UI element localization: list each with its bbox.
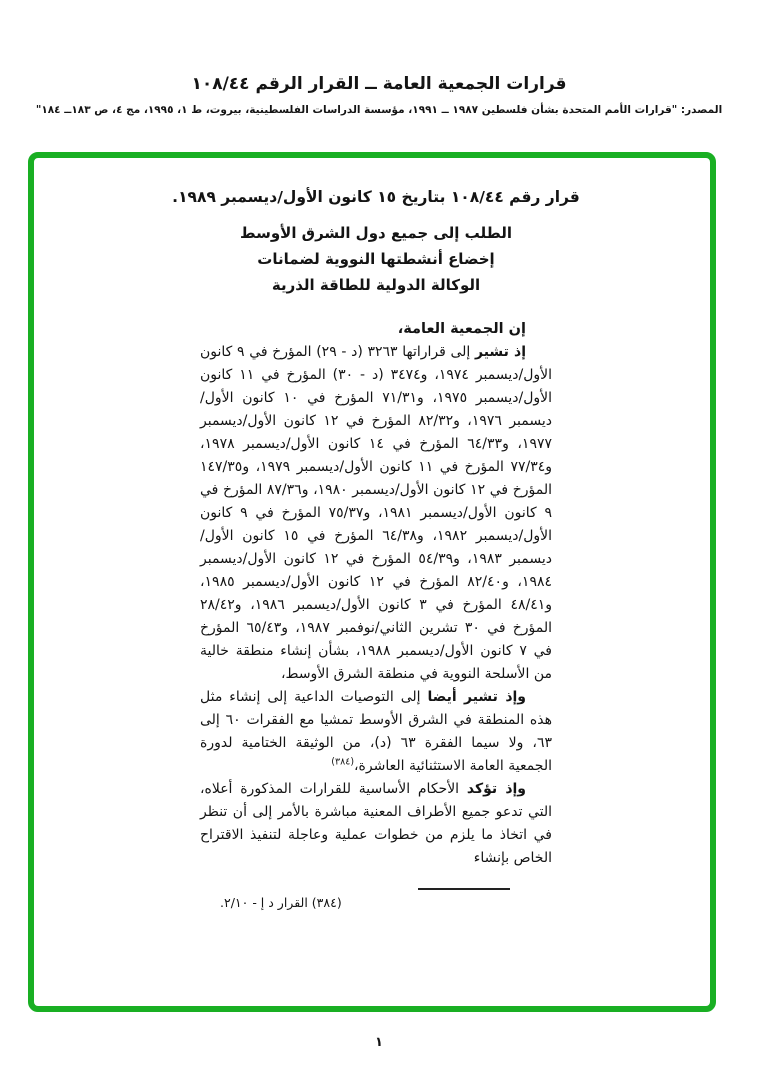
paragraph-text: إلى التوصيات الداعية إلى إنشاء مثل هذه المنطقة في الشرق الأوسط تمشيا مع الفقرات ٦٠ إلى ٦٣، ولا سيما الفقرة ٦٣ (د)، من الوثيقة الختامية لدورة الجمعية العامة الاستثنائية العاشرة، bbox=[200, 689, 553, 774]
header-source-line: المصدر: "قرارات الأمم المتحدة بشأن فلسطين ١٩٨٧ ــ ١٩٩١، مؤسسة الدراسات الفلسطينية، بيروت، ط ١، ١٩٩٥، مج ٤، ص ١٨٣ــ ١٨٤" bbox=[35, 104, 723, 116]
header-title: قرارات الجمعية العامة ــ القرار الرقم ١٠٨/٤٤ bbox=[191, 74, 567, 94]
green-document-frame bbox=[28, 152, 716, 1012]
preambular-paragraph-1 bbox=[200, 341, 552, 686]
subtitle-line-1: الطلب إلى جميع دول الشرق الأوسط bbox=[240, 224, 512, 242]
paragraph-lead: وإذ تؤكد bbox=[466, 781, 527, 797]
footnote-separator-rule bbox=[418, 888, 510, 890]
preambular-paragraph-3 bbox=[200, 778, 552, 870]
subtitle-line-3: الوكالة الدولية للطاقة الذرية bbox=[271, 276, 481, 294]
paragraph-lead: وإذ تشير أيضا bbox=[427, 689, 527, 705]
subtitle-line-2: إخضاع أنشطتها النووية لضمانات bbox=[257, 250, 495, 268]
paragraph-lead: إذ تشير bbox=[474, 344, 526, 360]
resolution-subtitle bbox=[200, 220, 552, 298]
footnote-block bbox=[200, 888, 552, 910]
footnote-text: (٣٨٤) القرار د إ - ٢/١٠. bbox=[220, 895, 342, 910]
footnote-reference: (٣٨٤) bbox=[331, 756, 355, 768]
resolution-title: قرار رقم ١٠٨/٤٤ بتاريخ ١٥ كانون الأول/ديسمبر ١٩٨٩. bbox=[172, 188, 580, 206]
paragraph-text: الأحكام الأساسية للقرارات المذكورة أعلاه، التي تدعو جميع الأطراف المعنية مباشرة بالأمر إلى أن تنظر في اتخاذ ما يلزم من خطوات عملية وعاجلة لتنفيذ الاقتراح الخاص بإنشاء bbox=[200, 781, 552, 866]
resolution-body bbox=[172, 188, 580, 910]
page-header bbox=[0, 74, 758, 116]
preambular-paragraph-2 bbox=[200, 686, 552, 778]
page-number: ١ bbox=[375, 1035, 383, 1050]
paragraph-text: إلى قراراتها ٣٢٦٣ (د - ٢٩) المؤرخ في ٩ كانون الأول/ديسمبر ١٩٧٤، و٣٤٧٤ (د - ٣٠) المؤرخ في ١١ كانون الأول/ديسمبر ١٩٧٥، و٧١/٣١ المؤرخ في ١٠ كانون الأول/ديسمبر ١٩٧٦، و٨٢/٣٢ المؤرخ في ١٢ كانون الأول/ديسمبر ١٩٧٧، و٦٤/٣٣ المؤرخ في ١٤ كانون الأول/ديسمبر ١٩٧٨، و٧٧/٣٤ المؤرخ في ١١ كانون الأول/ديسمبر ١٩٧٩، و١٤٧/٣٥ المؤرخ في ١٢ كانون الأول/ديسمبر ١٩٨٠، و٨٧/٣٦ المؤرخ في ٩ كانون الأول/ديسمبر ١٩٨١، و٧٥/٣٧ المؤرخ في ٩ كانون الأول/ديسمبر ١٩٨٢، و٦٤/٣٨ المؤرخ في ١٥ كانون الأول/ديسمبر ١٩٨٣، و٥٤/٣٩ المؤرخ في ١٢ كانون الأول/ديسمبر ١٩٨٤، و٨٢/٤٠ المؤرخ في ١٢ كانون الأول/ديسمبر ١٩٨٥، و٤٨/٤١ المؤرخ في ٣ كانون الأول/ديسمبر ١٩٨٦، و٢٨/٤٢ المؤرخ في ٣٠ تشرين الثاني/نوفمبر ١٩٨٧، و٦٥/٤٣ المؤرخ في ٧ كانون الأول/ديسمبر ١٩٨٨، بشأن إنشاء منطقة خالية من الأسلحة النووية في منطقة الشرق الأوسط، bbox=[200, 344, 553, 682]
opening-phrase: إن الجمعية العامة، bbox=[397, 321, 526, 337]
